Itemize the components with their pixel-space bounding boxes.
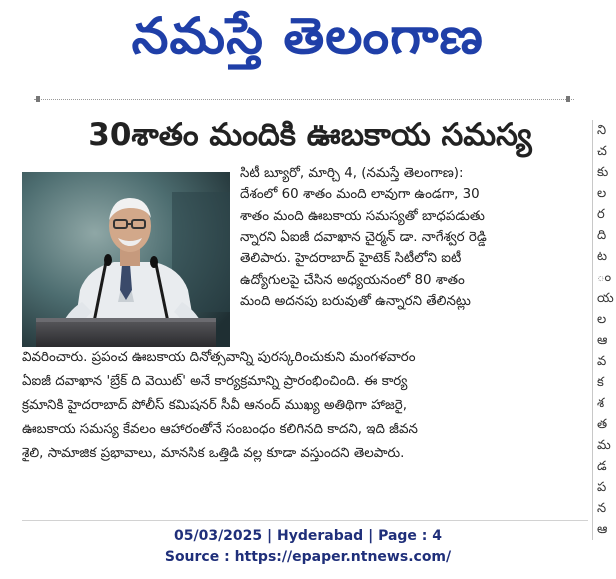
fragment-line: య xyxy=(597,291,614,306)
column-mark xyxy=(36,96,40,102)
newspaper-logo: నమస్తే తెలంగాణ xyxy=(131,7,485,65)
article-line: శైలి, సామాజిక ప్రభావాలు, మానసిక ఒత్తిడి వల్ల కూడా వస్తుందని తెలపారు. xyxy=(22,446,405,461)
article-line: ఉద్యోగులపై చేసిన అధ్యయనంలో 80 శాతం xyxy=(240,272,465,288)
fragment-line: ది xyxy=(597,228,607,243)
fragment-line: క xyxy=(597,375,604,390)
article-line: ఊబకాయ సమస్య కేవలం ఆహారంతోనే సంబంధం కలిగినది కాదని, ఇది జీవన xyxy=(22,422,418,437)
article-line: సిటీ బ్యూరో, మార్చి 4, (నమస్తే తెలంగాణ): xyxy=(240,166,464,181)
page-footer xyxy=(0,526,616,576)
fragment-line: డ xyxy=(597,459,607,474)
fragment-line: ని xyxy=(597,123,607,138)
fragment-line: కు xyxy=(597,165,609,180)
adjacent-column-fragment xyxy=(592,120,615,540)
article-headline: 30శాతం మందికి ఊబకాయ సమస్య xyxy=(88,117,532,153)
article-line: వివరించారు. ప్రపంచ ఊబకాయ దినోత్సవాన్ని పురస్కరించుకుని మంగళవారం xyxy=(22,350,416,365)
article-body xyxy=(22,163,566,508)
article-line: తెలిపారు. హైదరాబాద్ హైటెక్ సిటీలోని ఐటీ xyxy=(240,251,462,267)
masthead xyxy=(0,0,616,78)
fragment-line: ర xyxy=(597,207,605,222)
fragment-line: ప xyxy=(597,480,607,495)
fragment-line: ఆ xyxy=(597,333,608,348)
article-line: ఏఐజీ దవాఖాన 'బ్రేక్ ది వెయిట్' అనే కార్యక్రమాన్ని ప్రారంభించింది. ఈ కార్య xyxy=(22,374,408,389)
fragment-line: న xyxy=(597,501,607,516)
fragment-line: త xyxy=(597,417,608,432)
fragment-line: ం xyxy=(597,270,612,285)
article-line: దేశంలో 60 శాతం మంది లావుగా ఉండగా, 30 xyxy=(240,187,480,203)
fragment-line: వ xyxy=(597,354,607,369)
article-line: క్రమానికి హైదరాబాద్ పోలీస్ కమిషనర్ సీవీ ఆనంద్ ముఖ్య అతిథిగా హాజరై, xyxy=(22,398,407,413)
top-divider xyxy=(34,99,574,100)
column-mark xyxy=(566,96,570,102)
fragment-line: ఆ xyxy=(597,522,608,537)
source-link[interactable]: Source : https://epaper.ntnews.com/ xyxy=(164,549,452,565)
fragment-line: చ xyxy=(597,144,607,159)
fragment-line: శ xyxy=(597,396,605,411)
fragment-line: ల xyxy=(597,186,607,201)
article-line: మంది అదనపు బరువుతో ఉన్నారని తేలినట్లు xyxy=(240,293,471,309)
fragment-line: ట xyxy=(597,249,608,264)
article-line: న్నారని ఏఐజీ దవాఖాన చైర్మన్ డా. నాగేశ్వర రెడ్డి xyxy=(240,229,487,245)
edition-info: 05/03/2025 | Hyderabad | Page : 4 xyxy=(173,528,443,544)
article-line: శాతం మంది ఊబకాయ సమస్యతో బాధపడుతు xyxy=(240,208,485,224)
fragment-line: ల xyxy=(597,312,607,327)
footer-divider xyxy=(22,520,588,521)
fragment-line: మ xyxy=(597,438,611,453)
